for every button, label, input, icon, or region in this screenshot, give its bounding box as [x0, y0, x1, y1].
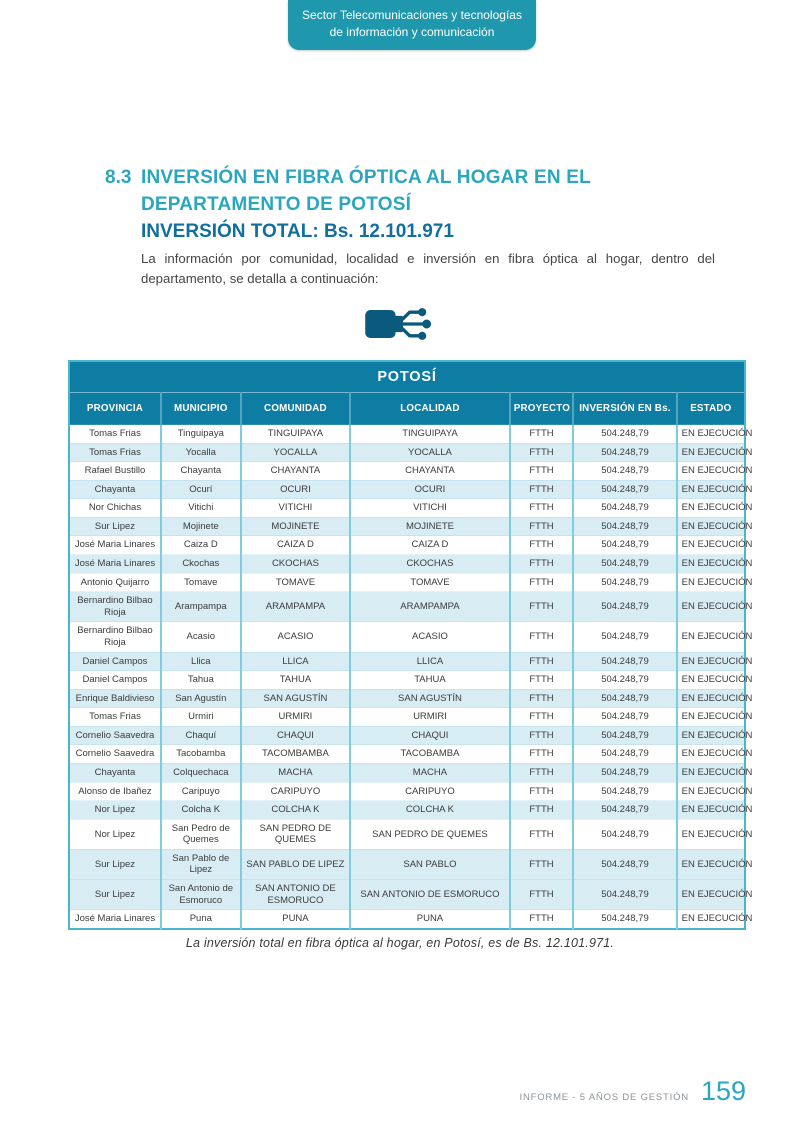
table-cell: SAN PEDRO DE QUEMES	[350, 819, 510, 849]
table-cell: FTTH	[510, 573, 574, 592]
table-row	[69, 782, 745, 801]
table-cell: VITICHI	[350, 499, 510, 518]
table-cell: CKOCHAS	[241, 555, 351, 574]
table-cell: Caripuyo	[161, 782, 241, 801]
table-cell: Bernardino Bilbao Rioja	[69, 622, 161, 652]
table-cell: Daniel Campos	[69, 671, 161, 690]
table-row	[69, 499, 745, 518]
table-cell: PUNA	[241, 910, 351, 929]
table-cell: Llica	[161, 652, 241, 671]
section-heading	[105, 164, 725, 245]
section-number: 8.3	[105, 167, 132, 188]
table-cell: 504.248,79	[573, 536, 676, 555]
sector-badge-line2: de información y comunicación	[329, 24, 495, 39]
column-header: INVERSIÓN EN Bs.	[573, 393, 676, 425]
table-cell: URMIRI	[241, 708, 351, 727]
table-cell: EN EJECUCIÓN	[677, 573, 745, 592]
table-cell: Ocurí	[161, 480, 241, 499]
table-cell: 504.248,79	[573, 462, 676, 481]
table-cell: CHAQUI	[241, 726, 351, 745]
table-row	[69, 819, 745, 849]
table-row	[69, 622, 745, 652]
table-cell: EN EJECUCIÓN	[677, 849, 745, 879]
section-title-line2: DEPARTAMENTO DE POTOSÍ	[141, 194, 412, 215]
table-cell: Chayanta	[69, 480, 161, 499]
table-cell: EN EJECUCIÓN	[677, 689, 745, 708]
table-cell: 504.248,79	[573, 592, 676, 622]
table-cell: San Pedro de Quemes	[161, 819, 241, 849]
table-row	[69, 849, 745, 879]
table-cell: FTTH	[510, 555, 574, 574]
table-cell: EN EJECUCIÓN	[677, 910, 745, 929]
page-number: 159	[700, 1076, 746, 1106]
table-cell: ACASIO	[241, 622, 351, 652]
table-row	[69, 425, 745, 444]
table-row	[69, 708, 745, 727]
table-cell: FTTH	[510, 782, 574, 801]
table-row	[69, 910, 745, 929]
table-cell: TACOBAMBA	[350, 745, 510, 764]
table-cell: EN EJECUCIÓN	[677, 555, 745, 574]
table-cell: 504.248,79	[573, 671, 676, 690]
table-cell: SAN ANTONIO DE ESMORUCO	[350, 880, 510, 910]
table-cell: FTTH	[510, 671, 574, 690]
table-cell: CAIZA D	[241, 536, 351, 555]
table-cell: FTTH	[510, 880, 574, 910]
table-cell: TACOMBAMBA	[241, 745, 351, 764]
table-cell: FTTH	[510, 689, 574, 708]
table-cell: CAIZA D	[350, 536, 510, 555]
table-cell: Colquechaca	[161, 763, 241, 782]
table-cell: EN EJECUCIÓN	[677, 819, 745, 849]
table-row	[69, 763, 745, 782]
table-row	[69, 745, 745, 764]
table-cell: EN EJECUCIÓN	[677, 801, 745, 820]
table-cell: Nor Lipez	[69, 819, 161, 849]
table-cell: Tinguipaya	[161, 425, 241, 444]
investment-table	[68, 360, 753, 930]
table-cell: EN EJECUCIÓN	[677, 425, 745, 444]
section-subtitle: INVERSIÓN TOTAL: Bs. 12.101.971	[141, 221, 454, 242]
table-cell: CARIPUYO	[241, 782, 351, 801]
table-cell: Arampampa	[161, 592, 241, 622]
table-cell: 504.248,79	[573, 555, 676, 574]
table-cell: 504.248,79	[573, 849, 676, 879]
table-cell: YOCALLA	[350, 443, 510, 462]
intro-paragraph: La información por comunidad, localidad e inversión en fibra óptica al hogar, dentro del departamento, se detalla a continuación:	[141, 251, 715, 286]
table-cell: Mojinete	[161, 517, 241, 536]
table-header-row	[69, 393, 745, 425]
table-cell: Cornelio Saavedra	[69, 745, 161, 764]
footer-report-label: INFORME - 5 AÑOS DE GESTIÓN	[519, 1092, 689, 1103]
table-cell: 504.248,79	[573, 880, 676, 910]
table-cell: FTTH	[510, 592, 574, 622]
table-row	[69, 592, 745, 622]
table-cell: Ckochas	[161, 555, 241, 574]
table-cell: URMIRI	[350, 708, 510, 727]
table-cell: FTTH	[510, 622, 574, 652]
table-cell: FTTH	[510, 462, 574, 481]
table-cell: Sur Lipez	[69, 880, 161, 910]
table-row	[69, 536, 745, 555]
table-cell: San Antonio de Esmoruco	[161, 880, 241, 910]
table-row	[69, 517, 745, 536]
column-header: MUNICIPIO	[161, 393, 241, 425]
table-cell: ACASIO	[350, 622, 510, 652]
table-cell: FTTH	[510, 443, 574, 462]
table-cell: EN EJECUCIÓN	[677, 782, 745, 801]
table-cell: EN EJECUCIÓN	[677, 622, 745, 652]
table-cell: Sur Lipez	[69, 849, 161, 879]
table-cell: Tacobamba	[161, 745, 241, 764]
table-cell: Tomave	[161, 573, 241, 592]
table-cell: 504.248,79	[573, 652, 676, 671]
table-cell: Tomas Frias	[69, 425, 161, 444]
table-cell: Alonso de Ibañez	[69, 782, 161, 801]
column-header: LOCALIDAD	[350, 393, 510, 425]
table-cell: SAN PABLO DE LIPEZ	[241, 849, 351, 879]
table-cell: José Maria Linares	[69, 555, 161, 574]
table-cell: FTTH	[510, 536, 574, 555]
table-cell: Nor Chichas	[69, 499, 161, 518]
column-header: PROVINCIA	[69, 393, 161, 425]
table-row	[69, 652, 745, 671]
table-cell: FTTH	[510, 425, 574, 444]
table-cell: FTTH	[510, 499, 574, 518]
table-cell: 504.248,79	[573, 517, 676, 536]
table-cell: VITICHI	[241, 499, 351, 518]
table-cell: FTTH	[510, 745, 574, 764]
table-cell: CHAQUI	[350, 726, 510, 745]
table-cell: SAN ANTONIO DE ESMORUCO	[241, 880, 351, 910]
table-cell: Bernardino Bilbao Rioja	[69, 592, 161, 622]
table-cell: 504.248,79	[573, 819, 676, 849]
table-cell: EN EJECUCIÓN	[677, 763, 745, 782]
table-cell: Yocalla	[161, 443, 241, 462]
table-cell: 504.248,79	[573, 573, 676, 592]
table-cell: 504.248,79	[573, 763, 676, 782]
fiber-optic-connector-icon	[363, 301, 437, 347]
table-cell: Chayanta	[69, 763, 161, 782]
table-cell: FTTH	[510, 726, 574, 745]
table-cell: OCURI	[350, 480, 510, 499]
table-row	[69, 671, 745, 690]
table-cell: Tahua	[161, 671, 241, 690]
table-cell: Daniel Campos	[69, 652, 161, 671]
table-cell: MOJINETE	[241, 517, 351, 536]
table-cell: Tomas Frias	[69, 443, 161, 462]
table-cell: TINGUIPAYA	[350, 425, 510, 444]
table-cell: SAN PEDRO DE QUEMES	[241, 819, 351, 849]
table-cell: OCURI	[241, 480, 351, 499]
table-cell: Caiza D	[161, 536, 241, 555]
table-row	[69, 880, 745, 910]
table-cell: 504.248,79	[573, 425, 676, 444]
column-header: ESTADO	[677, 393, 745, 425]
table-cell: Colcha K	[161, 801, 241, 820]
table-cell: SAN PABLO	[350, 849, 510, 879]
table-cell: MOJINETE	[350, 517, 510, 536]
table-cell: ARAMPAMPA	[350, 592, 510, 622]
table-cell: CHAYANTA	[350, 462, 510, 481]
table-cell: MACHA	[350, 763, 510, 782]
table-cell: FTTH	[510, 708, 574, 727]
table-cell: TINGUIPAYA	[241, 425, 351, 444]
table-cell: SAN AGUSTÍN	[241, 689, 351, 708]
sector-badge	[288, 0, 536, 50]
column-header: COMUNIDAD	[241, 393, 351, 425]
table-cell: Cornelio Saavedra	[69, 726, 161, 745]
table-cell: TAHUA	[241, 671, 351, 690]
table-cell: Acasio	[161, 622, 241, 652]
table-cell: MACHA	[241, 763, 351, 782]
table-cell: FTTH	[510, 763, 574, 782]
table-cell: 504.248,79	[573, 622, 676, 652]
table-cell: FTTH	[510, 652, 574, 671]
table-cell: COLCHA K	[241, 801, 351, 820]
table-caption: La inversión total en fibra óptica al hogar, en Potosí, es de Bs. 12.101.971.	[185, 936, 615, 950]
table-cell: Rafael Bustillo	[69, 462, 161, 481]
table-row	[69, 801, 745, 820]
table-cell: Chaquí	[161, 726, 241, 745]
table-cell: EN EJECUCIÓN	[677, 652, 745, 671]
table-cell: Tomas Frias	[69, 708, 161, 727]
table-row	[69, 573, 745, 592]
table-cell: EN EJECUCIÓN	[677, 726, 745, 745]
table-cell: 504.248,79	[573, 726, 676, 745]
table-row	[69, 555, 745, 574]
table-cell: PUNA	[350, 910, 510, 929]
table-cell: FTTH	[510, 849, 574, 879]
table-cell: San Agustín	[161, 689, 241, 708]
table-cell: Urmiri	[161, 708, 241, 727]
table-cell: EN EJECUCIÓN	[677, 517, 745, 536]
table-cell: CHAYANTA	[241, 462, 351, 481]
table-cell: 504.248,79	[573, 499, 676, 518]
table-cell: Puna	[161, 910, 241, 929]
table-cell: Enrique Baldivieso	[69, 689, 161, 708]
table-cell: Chayanta	[161, 462, 241, 481]
table-cell: FTTH	[510, 910, 574, 929]
table-cell: Antonio Quijarro	[69, 573, 161, 592]
table-cell: TOMAVE	[241, 573, 351, 592]
table-cell: EN EJECUCIÓN	[677, 536, 745, 555]
table-cell: FTTH	[510, 801, 574, 820]
table-cell: EN EJECUCIÓN	[677, 708, 745, 727]
page-footer	[520, 1076, 746, 1107]
table-cell: EN EJECUCIÓN	[677, 462, 745, 481]
table-cell: José Maria Linares	[69, 536, 161, 555]
table-cell: ARAMPAMPA	[241, 592, 351, 622]
table-cell: José Maria Linares	[69, 910, 161, 929]
table-cell: COLCHA K	[350, 801, 510, 820]
table-cell: FTTH	[510, 517, 574, 536]
table-cell: EN EJECUCIÓN	[677, 499, 745, 518]
table-row	[69, 480, 745, 499]
table-cell: YOCALLA	[241, 443, 351, 462]
table-cell: FTTH	[510, 819, 574, 849]
table-cell: 504.248,79	[573, 910, 676, 929]
table-cell: EN EJECUCIÓN	[677, 880, 745, 910]
table-cell: 504.248,79	[573, 801, 676, 820]
table-cell: Nor Lipez	[69, 801, 161, 820]
table-cell: 504.248,79	[573, 745, 676, 764]
table-cell: 504.248,79	[573, 689, 676, 708]
table-cell: EN EJECUCIÓN	[677, 443, 745, 462]
table-row	[69, 443, 745, 462]
column-header: PROYECTO	[510, 393, 574, 425]
table-cell: EN EJECUCIÓN	[677, 671, 745, 690]
table-cell: 504.248,79	[573, 480, 676, 499]
table-cell: San Pablo de Lipez	[161, 849, 241, 879]
table-cell: Vitichi	[161, 499, 241, 518]
table-row	[69, 726, 745, 745]
table-cell: CKOCHAS	[350, 555, 510, 574]
table-title: POTOSÍ	[69, 361, 745, 393]
table-cell: 504.248,79	[573, 443, 676, 462]
table-cell: TAHUA	[350, 671, 510, 690]
table-row	[69, 689, 745, 708]
table-cell: SAN AGUSTÍN	[350, 689, 510, 708]
table-cell: 504.248,79	[573, 708, 676, 727]
table-cell: CARIPUYO	[350, 782, 510, 801]
table-cell: FTTH	[510, 480, 574, 499]
table-cell: LLICA	[241, 652, 351, 671]
table-cell: EN EJECUCIÓN	[677, 745, 745, 764]
table-row	[69, 462, 745, 481]
table-cell: Sur Lipez	[69, 517, 161, 536]
sector-badge-line1: Sector Telecomunicaciones y tecnologías	[302, 8, 522, 22]
table-cell: TOMAVE	[350, 573, 510, 592]
table-cell: 504.248,79	[573, 782, 676, 801]
table-cell: EN EJECUCIÓN	[677, 592, 745, 622]
table-cell: EN EJECUCIÓN	[677, 480, 745, 499]
table-cell: LLICA	[350, 652, 510, 671]
table-body	[69, 425, 753, 929]
section-title-line1: INVERSIÓN EN FIBRA ÓPTICA AL HOGAR EN EL	[141, 167, 591, 188]
